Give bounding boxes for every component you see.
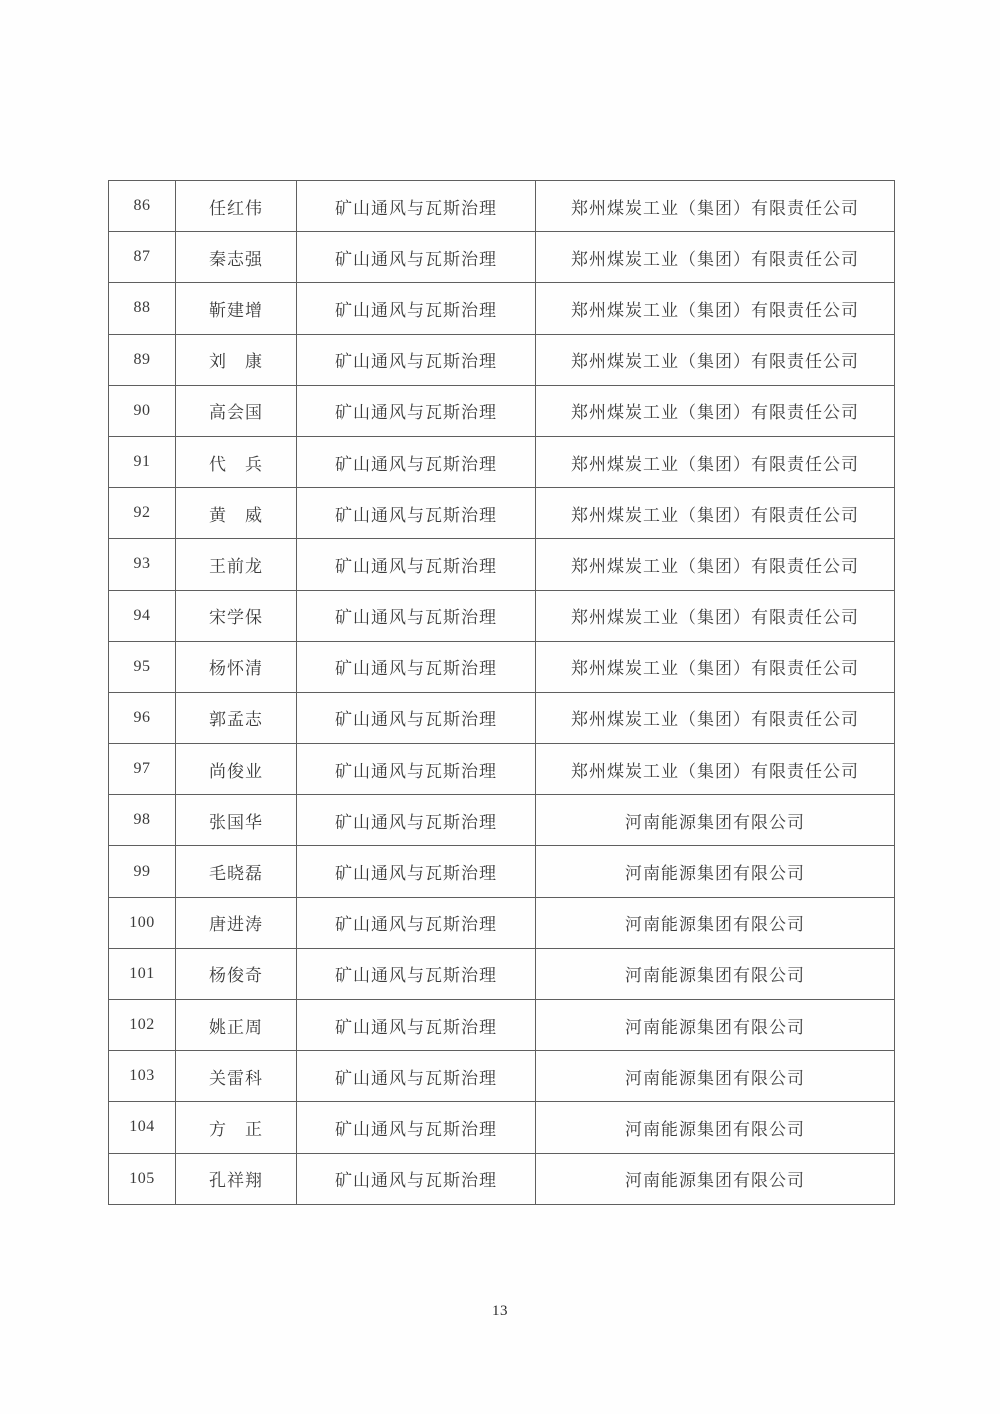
table-row	[109, 232, 895, 283]
company-cell: 河南能源集团有限公司	[536, 846, 895, 897]
row-number-cell: 93	[109, 539, 176, 590]
name-cell: 刘 康	[176, 334, 297, 385]
company-cell: 郑州煤炭工业（集团）有限责任公司	[536, 334, 895, 385]
company-cell: 郑州煤炭工业（集团）有限责任公司	[536, 641, 895, 692]
company-cell: 郑州煤炭工业（集团）有限责任公司	[536, 436, 895, 487]
row-number-cell: 94	[109, 590, 176, 641]
table-row	[109, 488, 895, 539]
company-cell: 郑州煤炭工业（集团）有限责任公司	[536, 692, 895, 743]
name-cell: 高会国	[176, 385, 297, 436]
name-cell: 黄 威	[176, 488, 297, 539]
company-cell: 河南能源集团有限公司	[536, 1153, 895, 1204]
major-cell: 矿山通风与瓦斯治理	[297, 744, 536, 795]
row-number-cell: 89	[109, 334, 176, 385]
table-row	[109, 590, 895, 641]
company-cell: 郑州煤炭工业（集团）有限责任公司	[536, 385, 895, 436]
company-cell: 河南能源集团有限公司	[536, 1000, 895, 1051]
table-row	[109, 1051, 895, 1102]
major-cell: 矿山通风与瓦斯治理	[297, 897, 536, 948]
name-cell: 王前龙	[176, 539, 297, 590]
name-cell: 姚正周	[176, 1000, 297, 1051]
roster-table	[108, 180, 895, 1205]
row-number-cell: 95	[109, 641, 176, 692]
row-number-cell: 86	[109, 181, 176, 232]
company-cell: 河南能源集团有限公司	[536, 948, 895, 999]
row-number-cell: 96	[109, 692, 176, 743]
company-cell: 郑州煤炭工业（集团）有限责任公司	[536, 283, 895, 334]
name-cell: 靳建增	[176, 283, 297, 334]
row-number-cell: 98	[109, 795, 176, 846]
table-row	[109, 744, 895, 795]
major-cell: 矿山通风与瓦斯治理	[297, 846, 536, 897]
page-number: 13	[492, 1303, 508, 1319]
table-row	[109, 897, 895, 948]
name-cell: 尚俊业	[176, 744, 297, 795]
name-cell: 秦志强	[176, 232, 297, 283]
company-cell: 郑州煤炭工业（集团）有限责任公司	[536, 539, 895, 590]
name-cell: 郭孟志	[176, 692, 297, 743]
name-cell: 唐进涛	[176, 897, 297, 948]
row-number-cell: 91	[109, 436, 176, 487]
major-cell: 矿山通风与瓦斯治理	[297, 488, 536, 539]
major-cell: 矿山通风与瓦斯治理	[297, 385, 536, 436]
major-cell: 矿山通风与瓦斯治理	[297, 539, 536, 590]
name-cell: 毛晓磊	[176, 846, 297, 897]
company-cell: 郑州煤炭工业（集团）有限责任公司	[536, 744, 895, 795]
name-cell: 杨怀清	[176, 641, 297, 692]
row-number-cell: 100	[109, 897, 176, 948]
major-cell: 矿山通风与瓦斯治理	[297, 1051, 536, 1102]
name-cell: 孔祥翔	[176, 1153, 297, 1204]
company-cell: 郑州煤炭工业（集团）有限责任公司	[536, 590, 895, 641]
table-row	[109, 948, 895, 999]
major-cell: 矿山通风与瓦斯治理	[297, 641, 536, 692]
table-row	[109, 385, 895, 436]
name-cell: 代 兵	[176, 436, 297, 487]
table-row	[109, 1153, 895, 1204]
row-number-cell: 104	[109, 1102, 176, 1153]
row-number-cell: 102	[109, 1000, 176, 1051]
company-cell: 河南能源集团有限公司	[536, 1051, 895, 1102]
table-row	[109, 846, 895, 897]
row-number-cell: 103	[109, 1051, 176, 1102]
row-number-cell: 105	[109, 1153, 176, 1204]
table-row	[109, 692, 895, 743]
major-cell: 矿山通风与瓦斯治理	[297, 692, 536, 743]
major-cell: 矿山通风与瓦斯治理	[297, 436, 536, 487]
row-number-cell: 92	[109, 488, 176, 539]
major-cell: 矿山通风与瓦斯治理	[297, 181, 536, 232]
row-number-cell: 99	[109, 846, 176, 897]
major-cell: 矿山通风与瓦斯治理	[297, 1000, 536, 1051]
table-row	[109, 1102, 895, 1153]
row-number-cell: 97	[109, 744, 176, 795]
name-cell: 张国华	[176, 795, 297, 846]
company-cell: 郑州煤炭工业（集团）有限责任公司	[536, 232, 895, 283]
table-row	[109, 181, 895, 232]
table-row	[109, 334, 895, 385]
row-number-cell: 87	[109, 232, 176, 283]
table-row	[109, 283, 895, 334]
company-cell: 郑州煤炭工业（集团）有限责任公司	[536, 181, 895, 232]
table-row	[109, 795, 895, 846]
name-cell: 宋学保	[176, 590, 297, 641]
table-row	[109, 641, 895, 692]
company-cell: 河南能源集团有限公司	[536, 1102, 895, 1153]
name-cell: 方 正	[176, 1102, 297, 1153]
major-cell: 矿山通风与瓦斯治理	[297, 283, 536, 334]
major-cell: 矿山通风与瓦斯治理	[297, 590, 536, 641]
company-cell: 河南能源集团有限公司	[536, 897, 895, 948]
table-body	[109, 181, 895, 1205]
company-cell: 河南能源集团有限公司	[536, 795, 895, 846]
major-cell: 矿山通风与瓦斯治理	[297, 1153, 536, 1204]
major-cell: 矿山通风与瓦斯治理	[297, 948, 536, 999]
major-cell: 矿山通风与瓦斯治理	[297, 334, 536, 385]
company-cell: 郑州煤炭工业（集团）有限责任公司	[536, 488, 895, 539]
row-number-cell: 101	[109, 948, 176, 999]
name-cell: 杨俊奇	[176, 948, 297, 999]
table-row	[109, 1000, 895, 1051]
major-cell: 矿山通风与瓦斯治理	[297, 1102, 536, 1153]
major-cell: 矿山通风与瓦斯治理	[297, 232, 536, 283]
row-number-cell: 88	[109, 283, 176, 334]
row-number-cell: 90	[109, 385, 176, 436]
name-cell: 关雷科	[176, 1051, 297, 1102]
name-cell: 任红伟	[176, 181, 297, 232]
major-cell: 矿山通风与瓦斯治理	[297, 795, 536, 846]
table-row	[109, 539, 895, 590]
table-row	[109, 436, 895, 487]
